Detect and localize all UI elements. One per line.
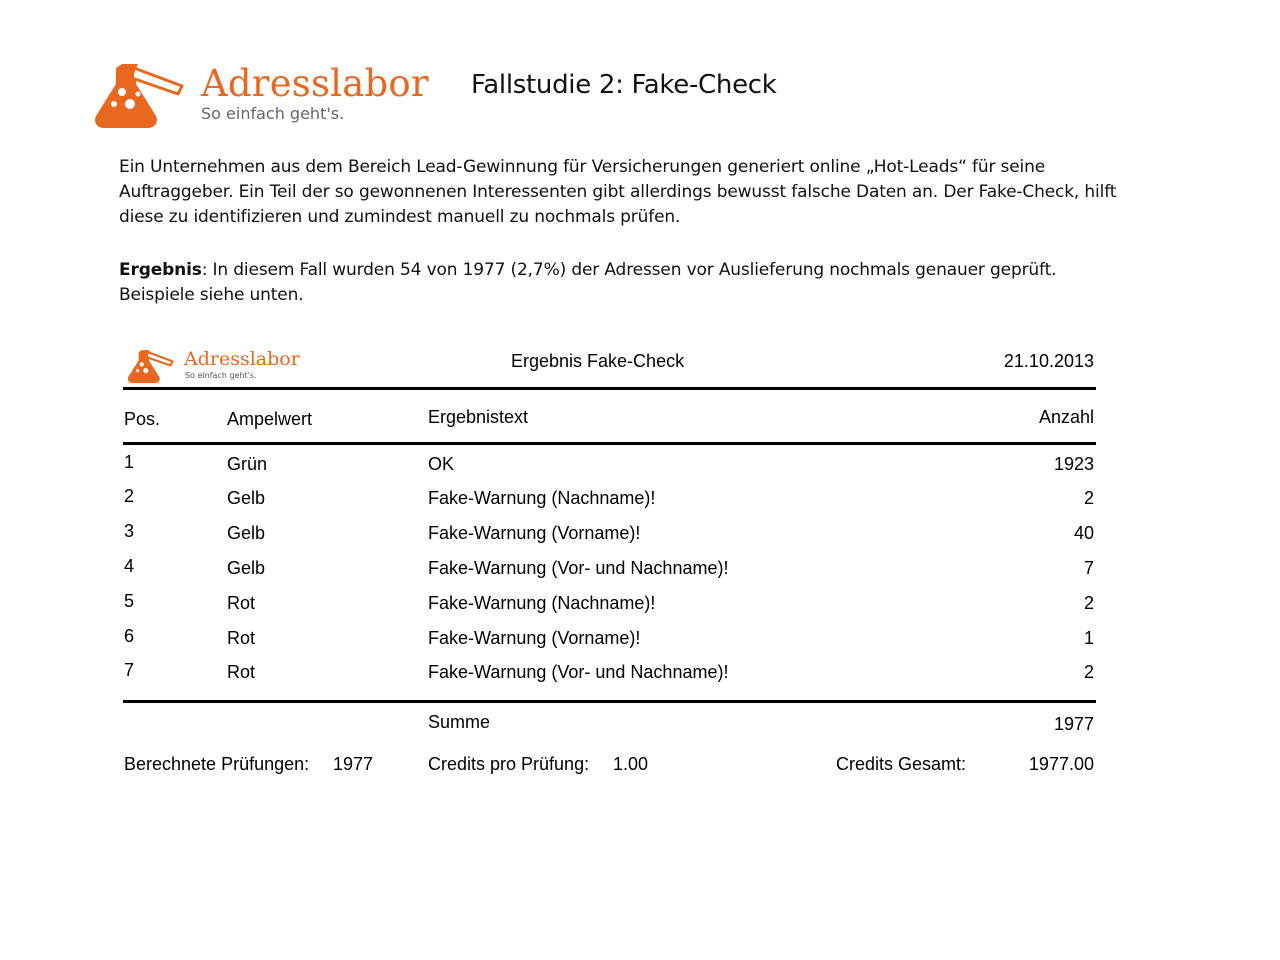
checks-value: 1977 [333,754,374,774]
row-count: 2 [1083,662,1094,682]
brand-tagline: So einfach geht's. [201,104,345,123]
column-header-count: Anzahl [1038,407,1094,427]
credits-total-value: 1977.00 [1028,754,1094,774]
sum-label: Summe [428,712,491,732]
report-logo-icon [126,347,176,385]
adresslabor-logo-icon [92,58,188,132]
result-paragraph [119,258,1129,308]
row-ampel: Gelb [227,558,266,578]
column-header-ampel: Ampelwert [227,409,313,429]
credits-total-label: Credits Gesamt: [836,754,967,774]
table-row [0,660,1280,694]
row-ampel: Rot [227,628,256,648]
row-text: Fake-Warnung (Nachname)! [428,488,656,508]
row-count: 2 [1083,488,1094,508]
column-header-text: Ergebnistext [428,407,529,427]
row-pos: 7 [124,660,135,680]
row-count: 2 [1083,593,1094,613]
row-pos: 4 [124,556,135,576]
report-date: 21.10.2013 [1003,351,1094,371]
row-count: 40 [1073,523,1094,543]
brand-name: Adresslabor [201,62,429,105]
table-header-divider [123,442,1096,445]
report-title: Ergebnis Fake-Check [511,351,685,371]
row-text: Fake-Warnung (Vorname)! [428,523,641,543]
row-text: Fake-Warnung (Vor- und Nachname)! [428,662,729,682]
row-ampel: Rot [227,662,256,682]
result-text: : In diesem Fall wurden 54 von 1977 (2,7%) der Adressen vor Auslieferung nochmals genauer geprüft. Beispiele siehe unten. [119,260,1057,305]
credits-per-check-label: Credits pro Prüfung: [428,754,590,774]
result-label: Ergebnis [119,260,202,280]
report-brand-tagline: So einfach geht's. [185,371,257,380]
table-row [0,452,1280,486]
column-header-pos: Pos. [124,409,161,429]
row-count: 7 [1083,558,1094,578]
table-footer-divider [123,700,1096,703]
row-pos: 2 [124,486,135,506]
page-title: Fallstudie 2: Fake-Check [471,70,777,100]
row-pos: 5 [124,591,135,611]
row-text: Fake-Warnung (Vor- und Nachname)! [428,558,729,578]
credits-per-check-value: 1.00 [613,754,649,774]
header-divider [123,387,1096,390]
row-count: 1923 [1053,454,1094,474]
table-row [0,591,1280,625]
table-row [0,556,1280,590]
report-brand-name: Adresslabor [184,348,300,370]
row-pos: 1 [124,452,135,472]
row-ampel: Rot [227,593,256,613]
checks-label: Berechnete Prüfungen: [124,754,310,774]
row-pos: 6 [124,626,135,646]
row-ampel: Gelb [227,523,266,543]
row-text: Fake-Warnung (Vorname)! [428,628,641,648]
row-text: OK [428,454,455,474]
row-text: Fake-Warnung (Nachname)! [428,593,656,613]
intro-paragraph: Ein Unternehmen aus dem Bereich Lead-Gewinnung für Versicherungen generiert online „Hot-Leads“ für seine Auftraggeber. Ein Teil der so gewonnenen Interessenten gibt allerdings bewusst falsche Daten an. Der Fake-Check, hilft diese zu identifizieren und zumindest manuell zu nochmals prüfen. [119,157,1117,227]
sum-value: 1977 [1053,714,1094,734]
table-row [0,486,1280,520]
row-ampel: Grün [227,454,268,474]
table-row [0,521,1280,555]
table-row [0,626,1280,660]
row-count: 1 [1083,628,1094,648]
row-pos: 3 [124,521,135,541]
row-ampel: Gelb [227,488,266,508]
